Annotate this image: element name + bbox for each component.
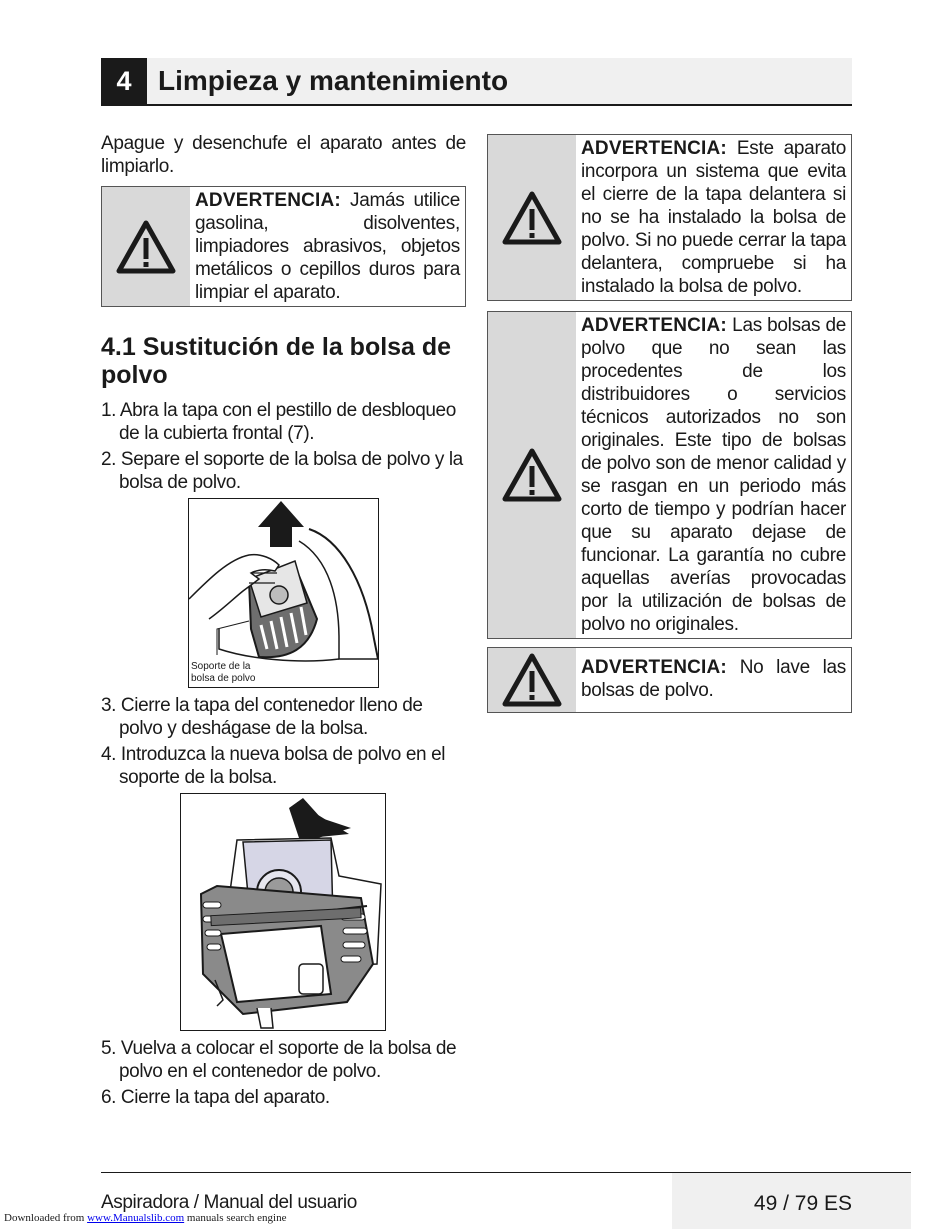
- step-item: 2. Separe el soporte de la bolsa de polvo y la bolsa de polvo.: [101, 449, 463, 493]
- download-suffix: manuals search engine: [184, 1212, 287, 1224]
- warning-text: [576, 135, 851, 300]
- step-item: 5. Vuelva a colocar el soporte de la bolsa de polvo en el contenedor de polvo.: [101, 1038, 457, 1082]
- steps-list-b: [101, 694, 466, 789]
- intro-text: Apague y desenchufe el aparato antes de limpiarlo.: [101, 133, 466, 177]
- insert-bag-illustration: [181, 794, 385, 1030]
- step-item: 4. Introduzca la nueva bolsa de polvo en el soporte de la bolsa.: [101, 744, 446, 788]
- warning-triangle-icon: [115, 219, 177, 275]
- chapter-title: Limpieza y mantenimiento: [158, 65, 509, 96]
- warning-box-cover: [487, 134, 852, 301]
- warning-text: [190, 187, 465, 306]
- figure-remove-holder: [188, 498, 379, 688]
- warning-box-cleaning: [101, 186, 466, 307]
- footer-page-number: 49 / 79 ES: [753, 1192, 852, 1215]
- warning-box-no-wash: [487, 647, 852, 713]
- download-prefix: Downloaded from: [4, 1212, 88, 1224]
- footer-manual-title: Aspiradora / Manual del usuario: [101, 1192, 357, 1213]
- caption-line: Soporte de la: [191, 661, 251, 672]
- figure-caption: [191, 661, 256, 685]
- warning-label: ADVERTENCIA:: [581, 138, 727, 159]
- warning-body: No lave las bolsas de polvo.: [581, 657, 846, 701]
- manualslib-link[interactable]: www.Manualslib.com: [87, 1212, 185, 1224]
- warning-triangle-icon: [501, 652, 563, 708]
- chapter-header: [101, 58, 852, 106]
- steps-list-a: [101, 399, 466, 494]
- warning-box-original-bags: [487, 311, 852, 639]
- warning-icon-cell: [488, 648, 576, 712]
- left-column: [101, 132, 466, 1112]
- section-title: 4.1 Sustitución de la bolsa de polvo: [101, 333, 452, 389]
- remove-holder-illustration: [189, 499, 378, 687]
- warning-icon-cell: [488, 135, 576, 300]
- warning-icon-cell: [102, 187, 190, 306]
- figure-insert-bag: [180, 793, 386, 1031]
- warning-body: Este aparato incorpora un sistema que evita el cierre de la tapa delantera si no se ha instalado la bolsa de polvo. Si no puede cerrar la tapa delantera, compruebe si ha instalado la bolsa de polvo.: [581, 138, 846, 297]
- warning-label: ADVERTENCIA:: [581, 657, 727, 678]
- step-item: 6. Cierre la tapa del aparato.: [101, 1087, 330, 1108]
- steps-list-c: [101, 1037, 466, 1109]
- chapter-number: 4: [101, 58, 147, 104]
- download-notice: [4, 1212, 286, 1224]
- warning-icon-cell: [488, 312, 576, 638]
- warning-label: ADVERTENCIA:: [581, 315, 727, 336]
- right-column: [487, 134, 852, 713]
- caption-line: bolsa de polvo: [191, 673, 256, 684]
- step-item: 3. Cierre la tapa del contenedor lleno de polvo y deshágase de la bolsa.: [101, 695, 423, 739]
- warning-triangle-icon: [501, 190, 563, 246]
- warning-text: [576, 312, 851, 638]
- warning-text: [576, 648, 851, 712]
- warning-label: ADVERTENCIA:: [195, 190, 341, 211]
- warning-body: Jamás utilice gasolina, disolventes, limpiadores abrasivos, objetos metálicos o cepillos duros para limpiar el aparato.: [195, 190, 460, 303]
- step-item: 1. Abra la tapa con el pestillo de desbloqueo de la cubierta frontal (7).: [101, 400, 456, 444]
- warning-triangle-icon: [501, 447, 563, 503]
- warning-body: Las bolsas de polvo que no sean las procedentes de los distribuidores o servicios técnicos autorizados no son originales. Este tipo de bolsas de polvo son de menor calidad y se rasgan en un periodo más corto de tiempo y podrían hacer que su aparato dejase de funcionar. La garantía no cubre aquellas averías provocadas por la utilización de bolsas de polvo no originales.: [581, 315, 846, 635]
